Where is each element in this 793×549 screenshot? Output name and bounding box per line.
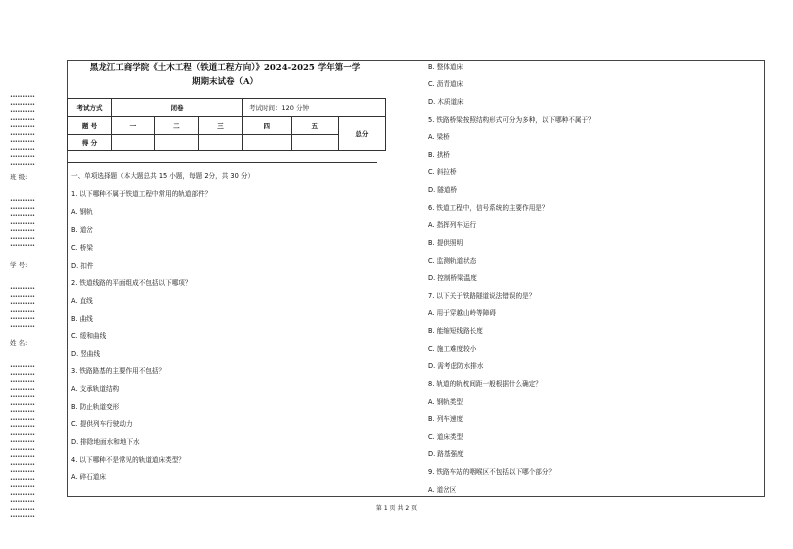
left-line: D. 排除地面水和地下水 bbox=[71, 438, 140, 446]
left-line: C. 提供列车行驶动力 bbox=[71, 420, 133, 428]
left-line: A. 碎石道床 bbox=[71, 473, 106, 481]
right-line: B. 能缩短线路长度 bbox=[428, 327, 483, 335]
right-line: 8. 轨道的轨枕间距一般根据什么确定？ bbox=[428, 380, 542, 388]
exam-title-line-2: 期期末试卷（A） bbox=[191, 77, 259, 87]
left-line: C. 缓和曲线 bbox=[71, 332, 107, 340]
right-line: B. 列车速度 bbox=[428, 415, 464, 423]
left-line: A. 支承轨道结构 bbox=[71, 385, 120, 393]
left-line: A. 直线 bbox=[71, 297, 93, 305]
left-line: 4. 以下哪种不是常见的轨道道床类型？ bbox=[71, 456, 185, 464]
section-4-header: 四 bbox=[243, 117, 292, 135]
score-cell-4[interactable] bbox=[243, 135, 292, 151]
right-line: D. 控制桥梁温度 bbox=[428, 274, 477, 282]
right-line: C. 施工难度较小 bbox=[428, 345, 477, 353]
right-line: D. 路基强度 bbox=[428, 450, 464, 458]
student-id-label: 学 号: bbox=[10, 261, 28, 269]
right-line: A. 梁桥 bbox=[428, 133, 450, 141]
exam-time: 考试时间：120 分钟 bbox=[243, 99, 386, 117]
left-line: A. 钢轨 bbox=[71, 208, 93, 216]
right-line: 7. 以下关于铁路隧道说法错误的是？ bbox=[428, 292, 536, 300]
section-1-title: 一、单项选择题（本大题总共 15 小题，每题 2分，共 30 分） bbox=[71, 172, 255, 180]
right-line: B. 提供照明 bbox=[428, 239, 464, 247]
right-line: B. 拱桥 bbox=[428, 151, 450, 159]
section-divider bbox=[67, 162, 377, 163]
right-line: D. 需考虑防水排水 bbox=[428, 362, 484, 370]
right-line: C. 沥青道床 bbox=[428, 80, 464, 88]
right-line: A. 钢轨类型 bbox=[428, 398, 463, 406]
name-label: 姓 名: bbox=[10, 339, 28, 347]
right-line: D. 木质道床 bbox=[428, 98, 464, 106]
right-line: 9. 铁路车站的咽喉区不包括以下哪个部分？ bbox=[428, 468, 556, 476]
right-line: A. 指挥列车运行 bbox=[428, 221, 477, 229]
section-3-header: 三 bbox=[198, 117, 242, 135]
score-cell-1[interactable] bbox=[112, 135, 155, 151]
right-line: C. 斜拉桥 bbox=[428, 168, 457, 176]
left-line: C. 桥梁 bbox=[71, 244, 93, 252]
score-cell-2[interactable] bbox=[154, 135, 198, 151]
method-label: 考试方式 bbox=[68, 99, 112, 117]
section-2-header: 二 bbox=[154, 117, 198, 135]
class-label: 班 级: bbox=[10, 173, 28, 181]
left-line: B. 防止轨道变形 bbox=[71, 403, 120, 411]
binding-line-2: •••••••••• •••••••••• •••••••••• •••••••••• •••••••••• •••••••••• •••••••••• bbox=[10, 198, 35, 249]
left-line: B. 道岔 bbox=[71, 226, 93, 234]
right-line: A. 道岔区 bbox=[428, 486, 457, 494]
left-line: 2. 铁道线路的平面组成不包括以下哪项？ bbox=[71, 279, 192, 287]
score-cell-5[interactable] bbox=[291, 135, 338, 151]
left-line: 1. 以下哪种不属于铁道工程中常用的轨道部件？ bbox=[71, 190, 212, 198]
right-line: 5. 铁路桥梁按照结构形式可分为多种，以下哪种不属于？ bbox=[428, 116, 595, 124]
score-table bbox=[67, 98, 386, 151]
right-line: D. 隧道桥 bbox=[428, 186, 458, 194]
binding-line-4: •••••••••• •••••••••• •••••••••• •••••••••• •••••••••• •••••••••• •••••••••• •••••••••• •••••••••• •••••••••• •••••••••• •••••••••• •••••••••• •••••••••• •••••••••• •••••••••• •••••••••• •••••••••• •••••••••• •••••••••• •••••••••• bbox=[10, 364, 35, 520]
right-line: B. 整体道床 bbox=[428, 63, 464, 71]
right-line: A. 用于穿越山岭等障碍 bbox=[428, 309, 496, 317]
page-footer: 第 1 页 共 2 页 bbox=[375, 505, 418, 512]
score-row-label: 得 分 bbox=[68, 135, 112, 151]
binding-line-1: •••••••••• •••••••••• •••••••••• •••••••••• •••••••••• •••••••••• •••••••••• •••••••••• •••••••••• •••••••••• bbox=[10, 94, 35, 168]
right-line: C. 道床类型 bbox=[428, 433, 464, 441]
left-line: D. 竖曲线 bbox=[71, 350, 101, 358]
method-value: 闭卷 bbox=[112, 99, 243, 117]
left-line: B. 曲线 bbox=[71, 315, 93, 323]
left-line: 3. 铁路路基的主要作用不包括？ bbox=[71, 367, 166, 375]
score-cell-3[interactable] bbox=[198, 135, 242, 151]
section-1-header: 一 bbox=[112, 117, 155, 135]
binding-line-3: •••••••••• •••••••••• •••••••••• •••••••••• •••••••••• •••••••••• bbox=[10, 286, 35, 330]
total-header: 总分 bbox=[338, 117, 385, 151]
exam-title-line-1: 黑龙江工商学院《土木工程（铁道工程方向）》2024-2025 学年第一学 bbox=[89, 63, 361, 73]
question-number-header: 题 号 bbox=[68, 117, 112, 135]
section-5-header: 五 bbox=[291, 117, 338, 135]
right-line: 6. 铁道工程中，信号系统的主要作用是？ bbox=[428, 204, 549, 212]
right-line: C. 监测轨道状态 bbox=[428, 257, 477, 265]
left-line: D. 扣件 bbox=[71, 262, 94, 270]
